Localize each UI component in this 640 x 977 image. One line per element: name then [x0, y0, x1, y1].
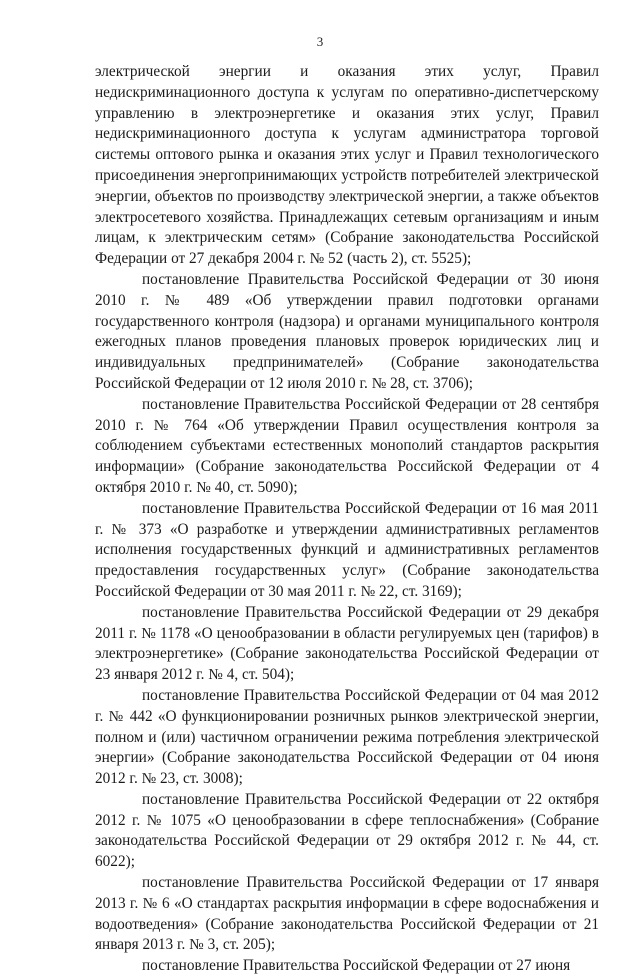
paragraph-resolution-1178: постановление Правительства Российской Федерации от 29 декабря 2011 г. № 1178 «О ценообразовании в области регулируемых цен (тарифов) в электроэнергетике» (Собрание законодательства Российской Федерации от 23 января 2012 г. № 4, ст. 504); — [95, 603, 599, 684]
paragraph-resolution-764: постановление Правительства Российской Федерации от 28 сентября 2010 г. № 764 «Об утверждении Правил осуществления контроля за соблюдением субъектами естественных монополий стандартов раскрытия информации» (Собрание законодательства Российской Федерации от 4 октября 2010 г. № 40, ст. 5090); — [95, 395, 599, 496]
paragraph-resolution-373: постановление Правительства Российской Федерации от 16 мая 2011 г. № 373 «О разработке и утверждении административных регламентов исполнения государственных функций и административных регламентов предоставления государственных услуг» (Собрание законодательства Российской Федерации от 30 мая 2011 г. № 22, ст. 3169); — [95, 499, 599, 600]
paragraph-resolution-442: постановление Правительства Российской Федерации от 04 мая 2012 г. № 442 «О функционировании розничных рынков электрической энергии, полном и (или) частичном ограничении режима потребления электрической энергии» (Собрание законодательства Российской Федерации от 04 июня 2012 г. № 23, ст. 3008); — [95, 686, 599, 788]
paragraph-resolution-1075: постановление Правительства Российской Федерации от 22 октября 2012 г. № 1075 «О ценообразовании в сфере теплоснабжения» (Собрание законодательства Российской Федерации от 29 октября 2012 г. № 44, ст. 6022); — [95, 790, 599, 871]
document-body — [95, 62, 599, 977]
paragraph-resolution-489: постановление Правительства Российской Федерации от 30 июня 2010 г. № 489 «Об утверждении правил подготовки органами государственного контроля (надзора) и органами муниципального контроля ежегодных планов проведения плановых проверок юридических лиц и индивидуальных предпринимателей» (Собрание законодательства Российской Федерации от 12 июля 2010 г. № 28, ст. 3706); — [95, 270, 599, 392]
page-number: 3 — [316, 34, 324, 49]
paragraph-resolution-6: постановление Правительства Российской Федерации от 17 января 2013 г. № 6 «О стандартах раскрытия информации в сфере водоснабжения и водоотведения» (Собрание законодательства Российской Федерации от 21 января 2013 г. № 3, ст. 205); — [95, 874, 599, 954]
paragraph-resolution-june: постановление Правительства Российской Федерации от 27 июня — [142, 957, 571, 975]
paragraph-continuation: электрической энергии и оказания этих услуг, Правил недискриминационного доступа к услугам по оперативно-диспетчерскому управлению в электроэнергетике и оказания этих услуг, Правил недискриминационного доступа к услугам администратора торговой системы оптового рынка и оказания этих услуг и Правил технологического присоединения энергопринимающих устройств потребителей электрической энергии, объектов по производству электрической энергии, а также объектов электросетевого хозяйства. Принадлежащих сетевым организациям и иным лицам, к электрическим сетям» (Собрание законодательства Российской Федерации от 27 декабря 2004 г. № 52 (часть 2), ст. 5525); — [95, 63, 599, 268]
